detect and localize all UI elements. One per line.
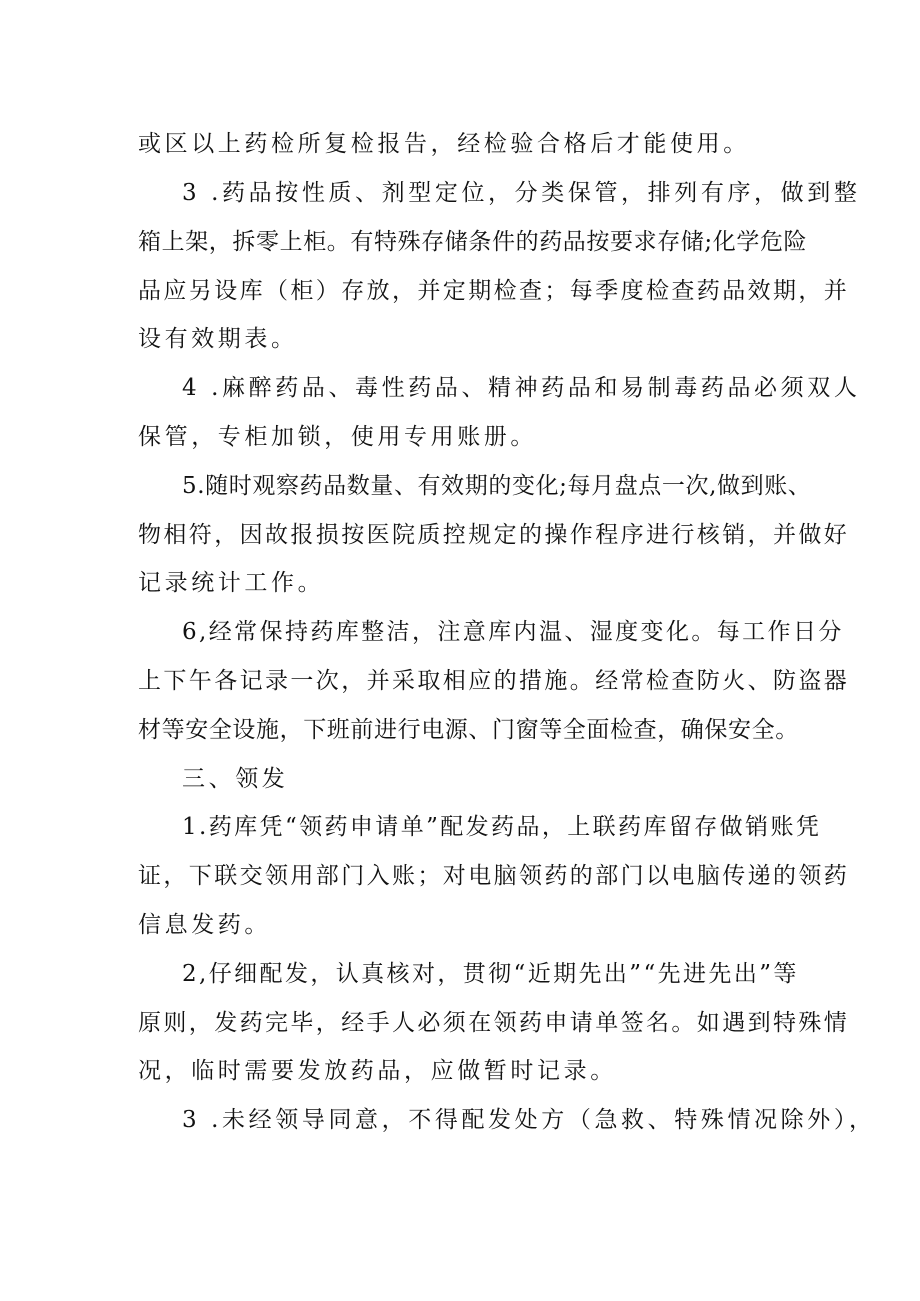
- text-line: 证，下联交领用部门入账；对电脑领药的部门以电脑传递的领药: [138, 863, 850, 889]
- text-line: 保管，专柜加锁，使用专用账册。: [138, 424, 537, 450]
- text-line: 箱上架，拆零上柜。有特殊存储条件的药品按要求存储;化学危险: [138, 229, 808, 255]
- text-line: 4 .麻醉药品、毒性药品、精神药品和易制毒药品必须双人: [182, 375, 861, 401]
- text-line: 1.药库凭“领药申请单”配发药品，上联药库留存做销账凭: [182, 814, 822, 840]
- text-line: 原则，发药完毕，经手人必须在领药申请单签名。如遇到特殊情: [138, 1010, 850, 1036]
- text-line: 3 .未经领导同意，不得配发处方（急救、特殊情况除外），: [182, 1107, 876, 1133]
- text-line: 记录统计工作。: [138, 570, 325, 596]
- text-line: 2,仔细配发，认真核对，贯彻“近期先出”“先进先出”等: [182, 961, 799, 987]
- text-line: 信息发药。: [138, 912, 271, 938]
- section-heading: 三、领发: [182, 766, 289, 792]
- text-line: 物相符，因故报损按医院质控规定的操作程序进行核销，并做好: [138, 522, 850, 548]
- text-line: 3 .药品按性质、剂型定位，分类保管，排列有序，做到整: [182, 180, 861, 206]
- text-line: 材等安全设施，下班前进行电源、门窗等全面检查，确保安全。: [138, 717, 799, 743]
- text-line: 况，临时需要发放药品，应做暂时记录。: [138, 1058, 617, 1084]
- text-line: 5.随时观察药品数量、有效期的变化;每月盘点一次,做到账、: [182, 473, 812, 499]
- text-line: 或区以上药检所复检报告，经检验合格后才能使用。: [138, 131, 750, 157]
- text-line: 品应另设库（柜）存放，并定期检查；每季度检查药品效期，并: [138, 278, 850, 304]
- text-line: 6,经常保持药库整洁，注意库内温、湿度变化。每工作日分: [182, 619, 844, 645]
- text-line: 设有效期表。: [138, 326, 298, 352]
- text-line: 上下午各记录一次，并采取相应的措施。经常检查防火、防盗器: [138, 668, 850, 694]
